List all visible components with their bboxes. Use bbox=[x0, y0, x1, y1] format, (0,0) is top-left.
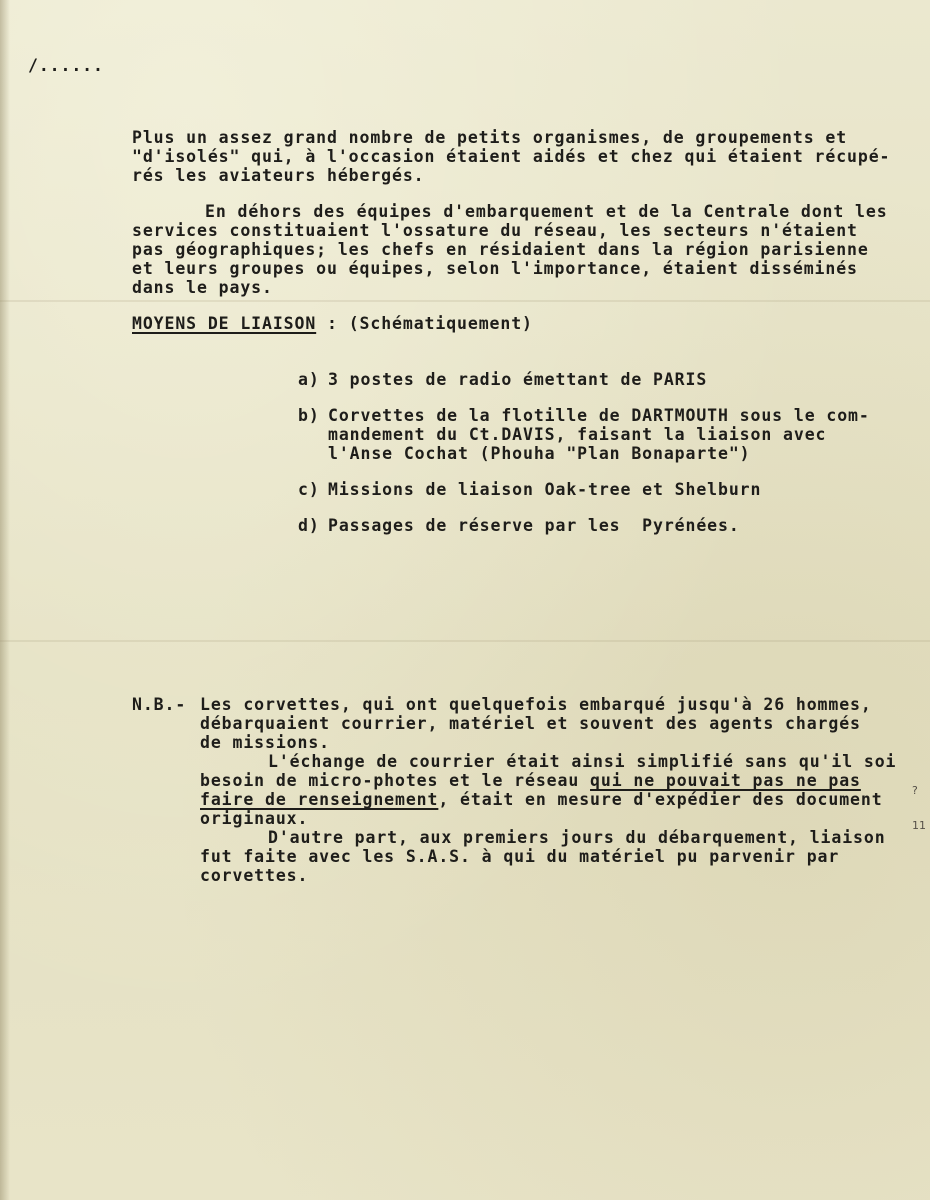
nb-line bbox=[200, 771, 861, 790]
sectors-line: et leurs groupes ou équipes, selon l'importance, étaient disséminés bbox=[132, 259, 858, 278]
intro-line: rés les aviateurs hébergés. bbox=[132, 166, 425, 185]
nb-label: N.B.- bbox=[132, 695, 187, 714]
means-item-label: a) bbox=[298, 370, 320, 389]
nb-line: corvettes. bbox=[200, 866, 309, 885]
nb-line: L'échange de courrier était ainsi simplifié sans qu'il soi bbox=[268, 752, 897, 771]
intro-line: "d'isolés" qui, à l'occasion étaient aidés et chez qui étaient récupé- bbox=[132, 147, 891, 166]
means-item-label: c) bbox=[298, 480, 320, 499]
means-item-label: b) bbox=[298, 406, 320, 425]
means-item-text: Missions de liaison Oak-tree et Shelburn bbox=[328, 480, 762, 499]
means-item-label: d) bbox=[298, 516, 320, 535]
nb-line: D'autre part, aux premiers jours du débarquement, liaison bbox=[268, 828, 886, 847]
means-item-text: l'Anse Cochat (Phouha "Plan Bonaparte") bbox=[328, 444, 751, 463]
nb-line: débarquaient courrier, matériel et souvent des agents chargés bbox=[200, 714, 861, 733]
means-item-text: Passages de réserve par les Pyrénées. bbox=[328, 516, 740, 535]
nb-line: de missions. bbox=[200, 733, 331, 752]
nb-line-text: , était en mesure d'expédier des document bbox=[438, 790, 883, 809]
paper-crease bbox=[0, 640, 930, 642]
sectors-line: pas géographiques; les chefs en résidaient dans la région parisienne bbox=[132, 240, 869, 259]
means-heading-suffix: : (Schématiquement) bbox=[316, 314, 533, 333]
intro-line: Plus un assez grand nombre de petits organismes, de groupements et bbox=[132, 128, 848, 147]
underlined-phrase: faire de renseignement bbox=[200, 790, 439, 809]
nb-line bbox=[200, 790, 883, 809]
nb-line: originaux. bbox=[200, 809, 309, 828]
page-edge-shadow bbox=[0, 0, 10, 1200]
means-heading-title: MOYENS DE LIAISON bbox=[132, 314, 317, 333]
page-continuation-marker: /...... bbox=[28, 56, 104, 75]
sectors-line: dans le pays. bbox=[132, 278, 273, 297]
sectors-line: services constituaient l'ossature du réseau, les secteurs n'étaient bbox=[132, 221, 858, 240]
nb-line: fut faite avec les S.A.S. à qui du matériel pu parvenir par bbox=[200, 847, 840, 866]
means-item-text: Corvettes de la flotille de DARTMOUTH sous le com- bbox=[328, 406, 870, 425]
sectors-line: En déhors des équipes d'embarquement et de la Centrale dont les bbox=[205, 202, 888, 221]
margin-pencil-mark: ? bbox=[912, 784, 918, 797]
nb-line: Les corvettes, qui ont quelquefois embarqué jusqu'à 26 hommes, bbox=[200, 695, 872, 714]
nb-line-text: besoin de micro-photes et le réseau bbox=[200, 771, 591, 790]
means-item-text: 3 postes de radio émettant de PARIS bbox=[328, 370, 708, 389]
paper-crease bbox=[0, 300, 930, 302]
underlined-phrase: qui ne pouvait pas ne pas bbox=[590, 771, 861, 790]
means-heading bbox=[132, 314, 533, 333]
margin-pencil-mark: 11 bbox=[912, 819, 926, 832]
means-item-text: mandement du Ct.DAVIS, faisant la liaison avec bbox=[328, 425, 827, 444]
